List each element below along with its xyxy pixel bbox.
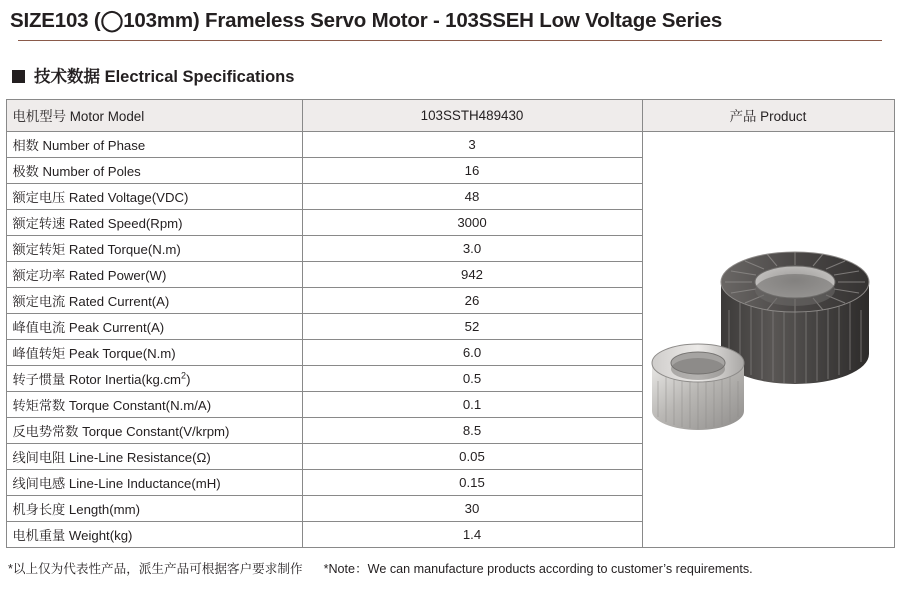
row-value: 6.0	[302, 340, 642, 366]
footnote-en: *Note：We can manufacture products according to customer’s requirements.	[323, 562, 753, 577]
section-heading	[12, 69, 900, 86]
row-label	[6, 366, 302, 392]
row-value: 48	[302, 184, 642, 210]
row-value: 3	[302, 132, 642, 158]
row-label-text: 转子惯量 Rotor Inertia(kg.cm	[12, 372, 182, 388]
section-title: 技术数据 Electrical Specifications	[34, 67, 295, 86]
row-value: 52	[302, 314, 642, 340]
row-value: 16	[302, 158, 642, 184]
product-image-cell	[642, 132, 894, 548]
row-label: 额定功率 Rated Power(W)	[6, 262, 302, 288]
page-title: SIZE103 (◯103mm) Frameless Servo Motor - 103SSEH Low Voltage Series	[10, 9, 723, 32]
row-label: 线间电阻 Line-Line Resistance(Ω)	[6, 444, 302, 470]
title-divider	[18, 40, 882, 41]
row-value: 3.0	[302, 236, 642, 262]
row-label: 额定转速 Rated Speed(Rpm)	[6, 210, 302, 236]
row-value: 30	[302, 496, 642, 522]
table-row	[6, 132, 894, 158]
row-label: 相数 Number of Phase	[6, 132, 302, 158]
row-label-superscript: 2	[181, 370, 187, 381]
row-label: 线间电感 Line-Line Inductance(mH)	[6, 470, 302, 496]
row-value: 8.5	[302, 418, 642, 444]
frameless-motor-rotor-stator-photo	[643, 132, 894, 547]
row-label: 额定电流 Rated Current(A)	[6, 288, 302, 314]
row-value: 0.5	[302, 366, 642, 392]
column-header-product: 产品 Product	[642, 100, 894, 132]
row-value: 1.4	[302, 522, 642, 548]
electrical-specifications-table	[6, 99, 895, 548]
row-label: 转矩常数 Torque Constant(N.m/A)	[6, 392, 302, 418]
row-value: 0.1	[302, 392, 642, 418]
table-header-row	[6, 100, 894, 132]
row-label: 反电势常数 Torque Constant(V/krpm)	[6, 418, 302, 444]
row-label: 极数 Number of Poles	[6, 158, 302, 184]
footnote	[8, 558, 900, 577]
title-block	[0, 0, 900, 41]
row-label: 峰值转矩 Peak Torque(N.m)	[6, 340, 302, 366]
row-label: 额定电压 Rated Voltage(VDC)	[6, 184, 302, 210]
column-header-model-value: 103SSTH489430	[302, 100, 642, 132]
row-label: 电机重量 Weight(kg)	[6, 522, 302, 548]
row-value: 942	[302, 262, 642, 288]
row-value: 0.15	[302, 470, 642, 496]
row-label: 额定转矩 Rated Torque(N.m)	[6, 236, 302, 262]
row-label: 峰值电流 Peak Current(A)	[6, 314, 302, 340]
column-header-model: 电机型号 Motor Model	[6, 100, 302, 132]
square-bullet-icon	[12, 70, 25, 83]
row-label-text-tail: )	[186, 372, 191, 388]
row-value: 0.05	[302, 444, 642, 470]
row-value: 3000	[302, 210, 642, 236]
row-value: 26	[302, 288, 642, 314]
footnote-cn: *以上仅为代表性产品，派生产品可根据客户要求制作	[8, 562, 303, 577]
row-label: 机身长度 Length(mm)	[6, 496, 302, 522]
